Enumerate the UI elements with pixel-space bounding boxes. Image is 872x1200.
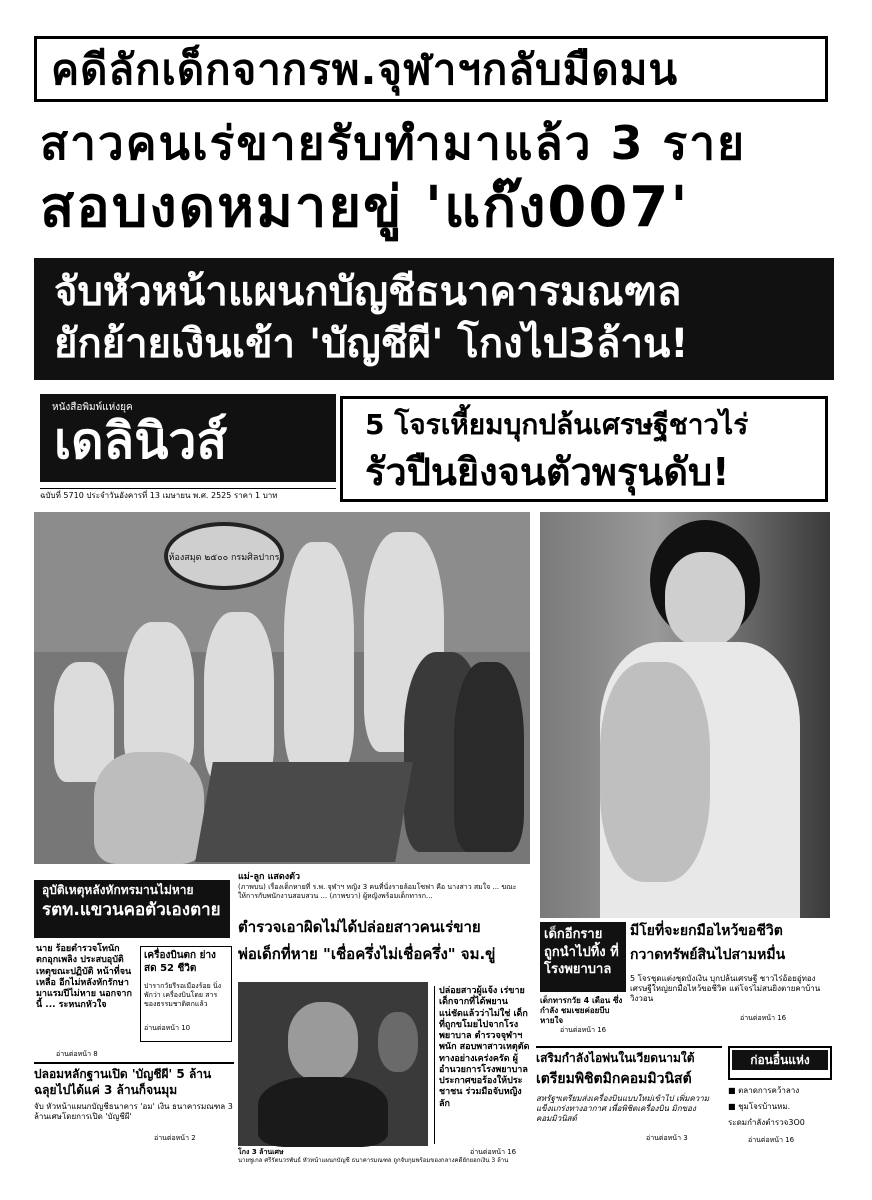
- left-box-body: นาย ร้อยตำรวจโทนัก ตกอุกเพลิง ประสบอุบัติ เหตุขณะปฏิบัติ หน้าที่จน เหลือ อีกไม่หลังหักรักษา มาแรมปีไม่หาย นอกจากนี้ ... ระหนกหัวใจ: [36, 944, 132, 1011]
- side-headline-box: [340, 396, 828, 502]
- left-box-head2: รตท.แขวนคอตัวเองตาย: [42, 900, 221, 920]
- center-story-body: ปล่อยสาวผู้แจ้ง เร่ขายเด็กจากที่ได้พยาน แน่ชัดแล้วว่าไม่ใช่ เด็กที่ถูกขโมยไปจากโรง พยาบาล ตำรวจจุฬาฯ พนัก สอบพาสาวเหตุตัด ทางอย่างเคร่งครัด ผู้ อำนวยการโรงพยาบาล ประกาศขอร้องให้ประ ชาชน ร่วมมือจับหญิงลัก: [434, 986, 532, 1144]
- center-story-head2: พ่อเด็กที่หาย "เชื่อครึ่งไม่เชื่อครึ่ง" จม.ขู่: [238, 945, 496, 963]
- inset-caption-text: นายชูเกล ศรีรัตนวรพันธ์ หัวหน้าแผนกบัญชี ธนาคารมณฑล ถูกจับกุมพร้อมของกลางคดียักยอกเงิน 3 ล้าน: [238, 1156, 509, 1164]
- child-box: [540, 922, 626, 992]
- inset-photo-suspect: [238, 982, 428, 1146]
- plane-crash-body: ปารากวัยรีรอเมืองร้อย นิ่งพักว่า เครื่องบินโดย สารของธรรมชาติตกแล้ว: [144, 982, 222, 1008]
- plane-crash-more: อ่านต่อหน้า 10: [144, 1024, 191, 1032]
- photo-group-scene: [34, 512, 530, 864]
- right-story: [630, 924, 830, 1044]
- photo-table: [195, 762, 413, 862]
- masthead-logo: เดลินิวส์: [54, 411, 227, 470]
- left-bottom-head1: ปลอมหลักฐานเปิด 'บัญชีผี' 5 ล้าน: [34, 1067, 212, 1081]
- plane-crash-box: [140, 946, 232, 1042]
- index-box-title: ก่อนอื่นแห่ง: [732, 1050, 828, 1070]
- child-box-head: เด็กอีกราย ถูกนำไปทิ้ง ที่โรงพยาบาล: [544, 927, 619, 978]
- person-1: [54, 662, 114, 782]
- index-item-2-label: ชุมโจรบ้านหม.: [738, 1102, 791, 1111]
- center-story-head: [238, 920, 532, 980]
- right-story-head1: มีโยที่จะยกมือไหว้ขอชีวิต: [630, 923, 783, 939]
- left-box-more: อ่านต่อหน้า 8: [56, 1050, 98, 1058]
- photo-mother-baby: [540, 512, 830, 918]
- photo-stamp: [164, 522, 284, 590]
- index-item-1: ■ ตลาดการคว้าลาง: [728, 1086, 800, 1095]
- index-item-2: ■ ชุมโจรบ้านหม.: [728, 1102, 791, 1111]
- right-story-body: 5 โจรชุดแต่งชุดบังเงิน บุกปล้นเศรษฐี ชาวไร่อ้อยอู่ทอง เศรษฐีใหญ่ยกมือไหว้ขอชีวิต แต่โจรไม่สนยิงตายคาบ้าน วิงวอน: [630, 974, 821, 1003]
- headline-h1: คดีลักเด็กจากรพ.จุฬาฯกลับมืดมน: [51, 45, 679, 94]
- headline-h3: สอบงดหมายขู่ 'แก๊ง007': [40, 175, 690, 240]
- person-2: [124, 622, 194, 772]
- index-item-1-label: ตลาดการคว้าลาง: [738, 1086, 800, 1095]
- photo-stamp-text: ห้องสมุด ๒๕๐๐ กรมศิลปากร: [168, 553, 280, 563]
- left-bottom-head2: ฉลุยไปได้แค่ 3 ล้านก็จนมุม: [34, 1083, 178, 1097]
- right-story-more: อ่านต่อหน้า 16: [740, 1014, 787, 1022]
- baby: [600, 662, 710, 882]
- issue-line: ฉบับที่ 5710 ประจำวันอังคารที่ 13 เมษายน พ.ศ. 2525 ราคา 1 บาท: [40, 488, 336, 501]
- index-box-title-frame: [728, 1046, 832, 1080]
- masthead-tagline: หนังสือพิมพ์แห่งยุค: [52, 402, 133, 413]
- suspect-head: [288, 1002, 358, 1082]
- bottom-story: [536, 1046, 722, 1166]
- mother-face: [665, 552, 745, 647]
- photo-caption: [238, 872, 534, 916]
- left-box-head1: อุบัติเหตุหลังหักทรมานไม่หาย: [42, 883, 194, 897]
- person-3: [204, 612, 274, 782]
- photo-wall: [34, 512, 530, 652]
- side-headline-line2: รัวปืนยิงจนตัวพรุนดับ!: [365, 450, 730, 494]
- plane-crash-head: เครื่องบินตก ย่างสด 52 ชีวิต: [144, 950, 216, 974]
- index-item-3-label: ระดมกำลังตำรวจ3O0: [728, 1118, 805, 1127]
- index-box: [728, 1046, 832, 1166]
- center-story-more: อ่านต่อหน้า 16: [470, 1148, 517, 1156]
- index-box-more: อ่านต่อหน้า 16: [748, 1136, 795, 1144]
- headline-box-top: [34, 36, 828, 102]
- person-foreground: [94, 752, 204, 864]
- headline-h4a: จับหัวหน้าแผนกบัญชีธนาคารมณฑล: [54, 269, 682, 315]
- left-bottom-story: [34, 1062, 234, 1166]
- bottom-story-head2: เตรียมพิชิตมิกคอมมิวนิสต์: [536, 1071, 692, 1087]
- person-4: [284, 542, 354, 772]
- center-story-head1: ตำรวจเอาผิดไม่ได้ปล่อยสาวคนเร่ขาย: [238, 918, 481, 936]
- child-box-body: เด็กทารกวัย 4 เดือน ซึ่งกำลัง ชมเชยค่อยบีบหายใจ: [540, 996, 623, 1025]
- left-bottom-body: จับ หัวหน้าแผนกบัญชีธนาคาร 'อม' เงิน ธนาคารมณฑล 3 ล้านเศษโดยการเปิด 'บัญชีผี': [34, 1102, 233, 1121]
- right-story-head2: กวาดทรัพย์สินไปสามหมื่น: [630, 947, 786, 963]
- photo-caption-title: แม่-ลูก แสดงตัว: [238, 872, 300, 882]
- person-7: [454, 662, 524, 852]
- left-bottom-more: อ่านต่อหน้า 2: [154, 1134, 196, 1142]
- masthead: [40, 394, 336, 482]
- suspect-body: [258, 1077, 388, 1147]
- inset-caption-title: โกง 3 ล้านเศษ: [238, 1148, 284, 1156]
- left-box-head: [34, 880, 230, 938]
- side-headline-line1: 5 โจรเหี้ยมบุกปล้นเศรษฐีชาวไร่: [365, 408, 749, 441]
- bottom-story-body: สหรัฐฯเตรียมส่งเครื่องบินแบบใหม่เข้าไป เพิ่มความแข็งแกร่งทางอากาศ เพื่อพิชิตเครื่องบิน มิกของคอมมิวนิสต์: [536, 1094, 709, 1123]
- child-box-more: อ่านต่อหน้า 16: [560, 1026, 607, 1034]
- officer-head: [378, 1012, 418, 1072]
- headline-h2: สาวคนเร่ขายรับทำมาแล้ว 3 ราย: [40, 116, 747, 170]
- bottom-story-head1: เสริมกำลังไอพ่นในเวียดนามใต้: [536, 1051, 695, 1065]
- headline-h4b: ยักย้ายเงินเข้า 'บัญชีผี' โกงไป3ล้าน!: [54, 321, 689, 367]
- bottom-story-more: อ่านต่อหน้า 3: [646, 1134, 688, 1142]
- photo-caption-text: (ภาพบน) เรื่องเด็กหายที่ ร.พ. จุฬาฯ หญิง 3 คนที่นั่งรายล้อมโซฟา คือ นางสาว สมใจ ... ขณะให้การกับพนักงานสอบสวน ... (ภาพขวา) ผู้หญิงพร้อมเด็กทารก...: [238, 883, 517, 900]
- headline-banner-black: [34, 258, 834, 380]
- index-item-3: [728, 1118, 832, 1128]
